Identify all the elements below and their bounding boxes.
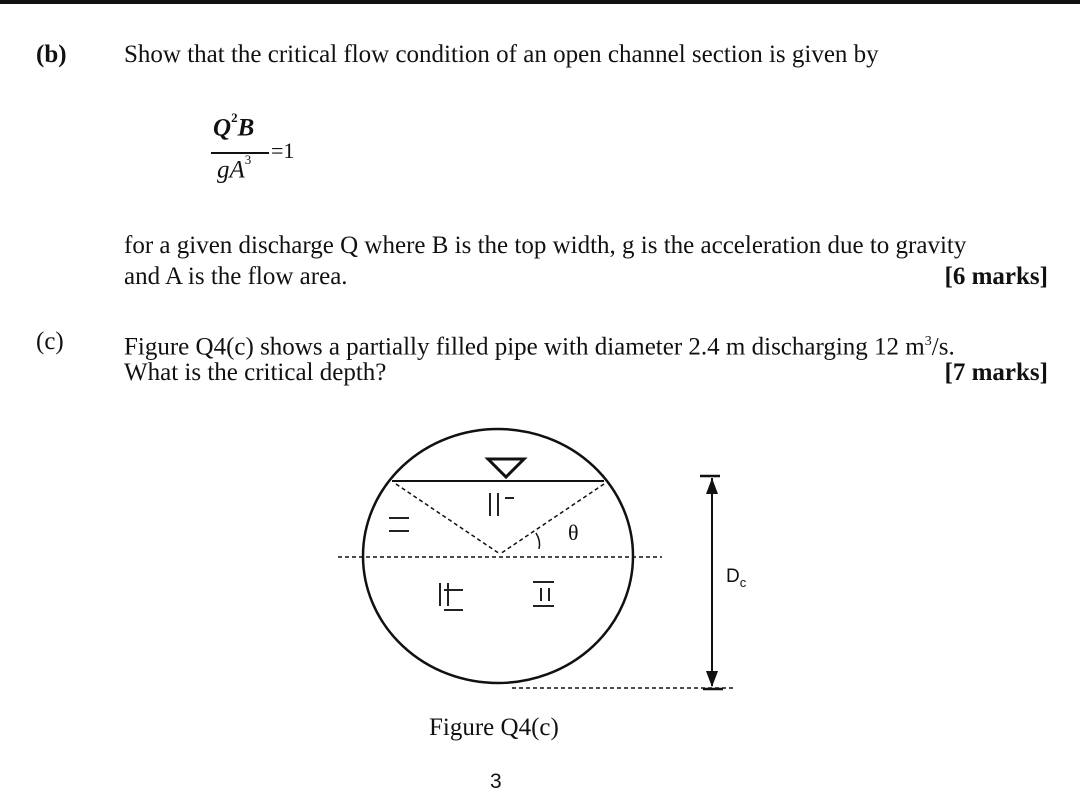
part-b-marks: [6 marks] xyxy=(944,263,1048,290)
part-c-marks: [7 marks] xyxy=(944,359,1048,386)
part-c-line1: Figure Q4(c) shows a partially filled pipe with diameter 2.4 m discharging 12 $m^3/s$. xyxy=(124,333,955,361)
angle-arc xyxy=(536,533,540,549)
dim-arrow-down xyxy=(706,671,718,687)
part-b-line2: and A is the flow area. xyxy=(124,263,348,290)
radius-right-dashed xyxy=(500,484,604,554)
part-b-line1: for a given discharge Q where B is the top width, g is the acceleration due to gravity xyxy=(124,232,967,259)
formula-numerator: $Q^2B$ xyxy=(213,110,255,142)
radius-left-dashed xyxy=(396,484,500,554)
water-hatch-marks xyxy=(389,493,554,610)
part-c-line2: What is the critical depth? xyxy=(124,359,387,386)
formula-rhs: =1 xyxy=(271,138,295,163)
part-c-label: (c) xyxy=(36,328,64,355)
part-b-statement: Show that the critical flow condition of an open channel section is given by xyxy=(124,41,879,68)
theta-label: θ xyxy=(568,520,579,545)
critical-depth-label: $D_c$ xyxy=(726,566,747,590)
dim-arrow-up xyxy=(706,478,718,494)
formula-denominator: $gA^3$ xyxy=(217,152,252,184)
figure-caption: Figure Q4(c) xyxy=(429,714,559,741)
page-number: 3 xyxy=(490,770,502,793)
water-surface-triangle-symbol xyxy=(488,459,524,477)
part-b-label: (b) xyxy=(36,41,67,68)
